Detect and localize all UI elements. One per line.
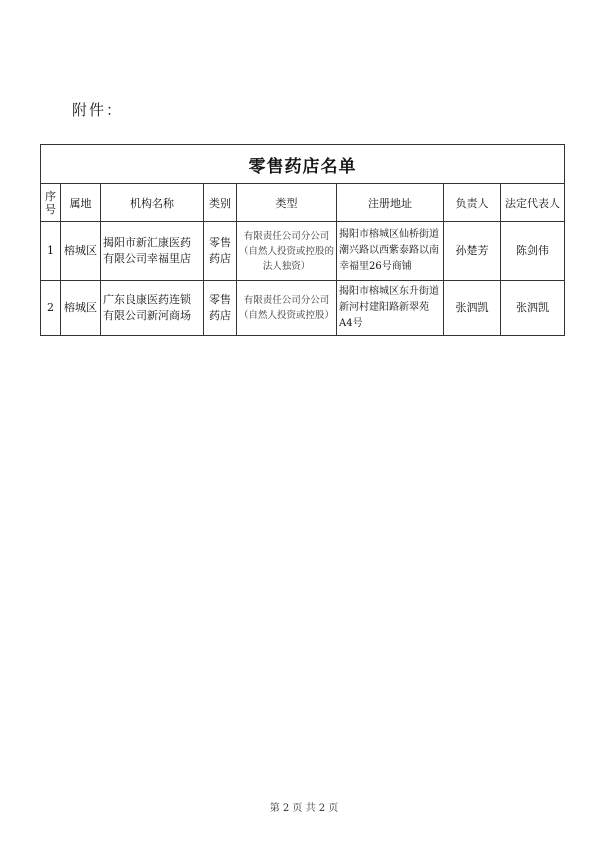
table-title: 零售药店名单 (41, 145, 565, 184)
cell-org-name: 揭阳市新汇康医药有限公司幸福里店 (101, 222, 204, 281)
cell-region: 榕城区 (61, 222, 101, 281)
cell-region: 榕城区 (61, 281, 101, 336)
cell-type: 有限责任公司分公司（自然人投资或控股） (237, 281, 337, 336)
retail-pharmacy-table (40, 144, 565, 336)
header-address: 注册地址 (337, 184, 444, 222)
header-region: 属地 (61, 184, 101, 222)
cell-org-name: 广东良康医药连锁有限公司新河商场 (101, 281, 204, 336)
header-category: 类别 (204, 184, 237, 222)
header-org-name: 机构名称 (101, 184, 204, 222)
cell-person-in-charge: 孙楚芳 (444, 222, 501, 281)
page-footer: 第 2 页 共 2 页 (269, 803, 339, 814)
header-row (41, 184, 565, 222)
cell-seq: 1 (41, 222, 61, 281)
header-legal-rep: 法定代表人 (501, 184, 565, 222)
cell-person-in-charge: 张泗凯 (444, 281, 501, 336)
cell-type: 有限责任公司分公司（自然人投资或控股的法人独资） (237, 222, 337, 281)
cell-category: 零售药店 (204, 222, 237, 281)
table-row (41, 281, 565, 336)
header-person-in-charge: 负责人 (444, 184, 501, 222)
cell-seq: 2 (41, 281, 61, 336)
cell-address: 揭阳市榕城区东升街道新河村建阳路新翠苑A4号 (337, 281, 444, 336)
header-seq: 序号 (41, 184, 61, 222)
cell-legal-rep: 陈剑伟 (501, 222, 565, 281)
cell-legal-rep: 张泗凯 (501, 281, 565, 336)
table-row (41, 222, 565, 281)
attachment-label: 附件： (72, 101, 124, 119)
cell-address: 揭阳市榕城区仙桥街道潮兴路以西紫泰路以南幸福里26号商铺 (337, 222, 444, 281)
cell-category: 零售药店 (204, 281, 237, 336)
header-type: 类型 (237, 184, 337, 222)
